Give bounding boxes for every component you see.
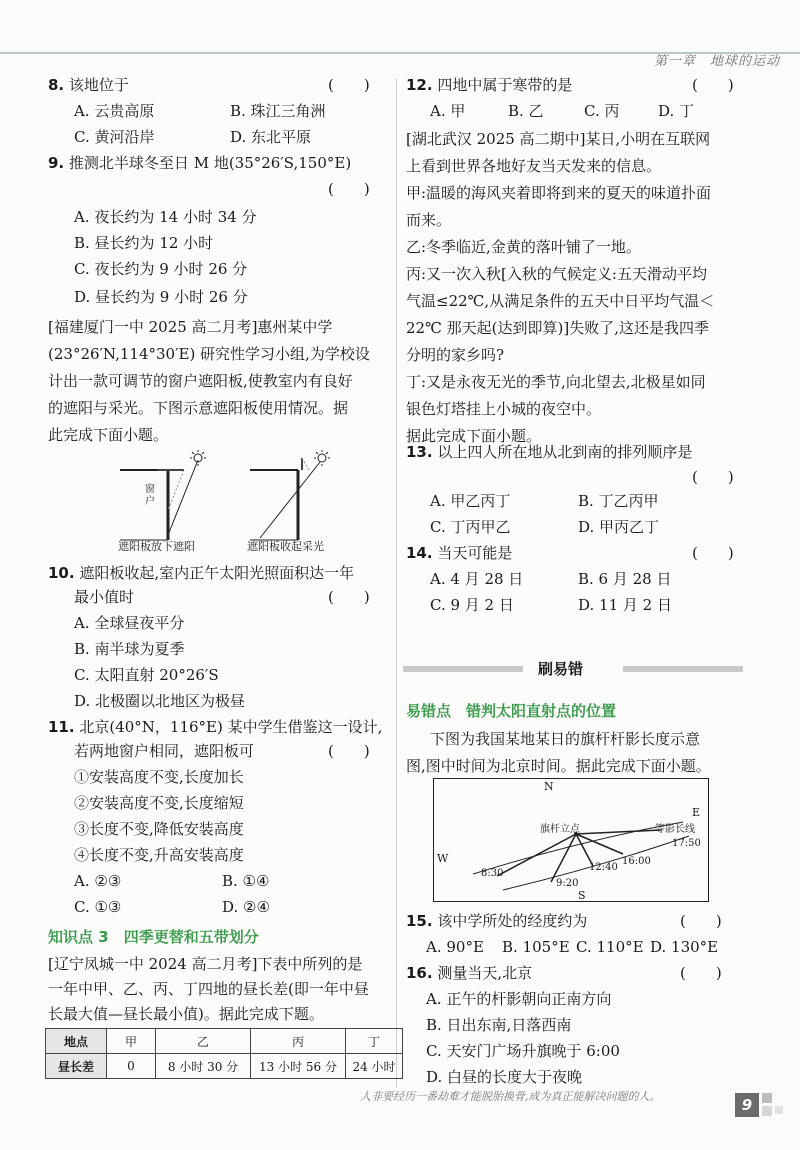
error-point-heading: 易错点 错判太阳直射点的位置 (406, 702, 617, 720)
q13-answer-blank: ( ) (692, 468, 734, 486)
q11-option-a: A. ②③ (74, 872, 122, 890)
q13-option-c: C. 丁丙甲乙 (430, 518, 511, 536)
time-label: 17:50 (672, 838, 701, 849)
q11-option-b: B. ①④ (222, 872, 270, 890)
q8-option-b: B. 珠江三角洲 (230, 102, 326, 120)
q9-answer-blank: ( ) (328, 180, 370, 198)
chapter-title: 第一章 地球的运动 (653, 54, 780, 69)
q12-option-c: C. 丙 (584, 102, 620, 120)
q11-stem: 11. 北京(40°N，116°E) 某中学生借鉴这一设计, (48, 718, 383, 736)
section-banner-title: 刷易错 (538, 660, 584, 678)
page-number: 9 (735, 1093, 759, 1117)
q14-answer-blank: ( ) (692, 544, 734, 562)
table-cell: 0 (107, 1054, 156, 1079)
q15-option-c: C. 110°E (576, 938, 644, 956)
table-row (46, 1054, 403, 1079)
q13-option-b: B. 丁乙丙甲 (578, 492, 659, 510)
direction-south: S (578, 889, 586, 902)
q12-option-d: D. 丁 (658, 102, 695, 120)
material3-line: 而来。 (406, 211, 452, 229)
q11-choice-4: ④长度不变,升高安装高度 (74, 846, 244, 864)
q14-option-a: A. 4 月 28 日 (430, 570, 524, 588)
q12-option-b: B. 乙 (508, 102, 544, 120)
material3-line: 银色灯塔挂上小城的夜空中。 (406, 400, 602, 418)
q11-stem-cont: 若两地窗户相同，遮阳板可 (74, 742, 255, 760)
table-header-cell: 昼长差 (46, 1054, 107, 1079)
q9-option-a: A. 夜长约为 14 小时 34 分 (74, 208, 257, 226)
q15-option-d: D. 130°E (650, 938, 719, 956)
decorative-square-icon (762, 1106, 772, 1116)
q8-option-a: A. 云贵高原 (74, 102, 155, 120)
q14-option-c: C. 9 月 2 日 (430, 596, 514, 614)
material2-line: [辽宁凤城一中 2024 高二月考]下表中所列的是 (48, 955, 363, 973)
q8-option-c: C. 黄河沿岸 (74, 128, 155, 146)
q15-answer-blank: ( ) (680, 912, 722, 930)
q12-answer-blank: ( ) (692, 76, 734, 94)
direction-west: W (437, 852, 449, 865)
table-cell: 8 小时 30 分 (156, 1054, 251, 1079)
q11-option-d: D. ②④ (222, 898, 270, 916)
q8-stem: 8. 该地位于 (48, 76, 129, 94)
material1-line: 的遮阳与采光。下图示意遮阳板使用情况。据 (48, 399, 349, 417)
material2-line: 一年中甲、乙、丙、丁四地的昼长差(即一年中昼 (48, 980, 369, 998)
material1-line: 此完成下面小题。 (48, 426, 169, 444)
q10-option-a: A. 全球昼夜平分 (74, 614, 185, 632)
q11-choice-2: ②安装高度不变,长度缩短 (74, 794, 244, 812)
direction-north: N (544, 780, 554, 793)
day-length-table (45, 1028, 403, 1079)
q8-answer-blank: ( ) (328, 76, 370, 94)
q10-option-c: C. 太阳直射 20°26′S (74, 666, 219, 684)
q10-answer-blank: ( ) (328, 588, 370, 606)
decorative-square-icon (762, 1093, 772, 1103)
q8-option-d: D. 东北平原 (230, 128, 312, 146)
q14-stem: 14. 当天可能是 (406, 544, 513, 562)
material2-line: 长最大值—昼长最小值)。据此完成下题。 (48, 1005, 324, 1023)
q16-option-c: C. 天安门广场升旗晚于 6:00 (426, 1042, 620, 1060)
q16-option-d: D. 白昼的长度大于夜晚 (426, 1068, 583, 1086)
material3-line: 甲:温暖的海风夹着即将到来的夏天的味道扑面 (406, 184, 712, 202)
q10-stem-cont: 最小值时 (74, 588, 135, 606)
material3-line: 丁:又是永夜无光的季节,向北望去,北极星如同 (406, 373, 706, 391)
q12-stem: 12. 四地中属于寒带的是 (406, 76, 573, 94)
column-divider (396, 78, 397, 1088)
q15-stem: 15. 该中学所处的经度约为 (406, 912, 588, 930)
table-cell: 甲 (107, 1029, 156, 1054)
q11-choice-3: ③长度不变,降低安装高度 (74, 820, 244, 838)
q11-option-c: C. ①③ (74, 898, 122, 916)
window-label: 窗户 (145, 484, 155, 507)
q12-option-a: A. 甲 (430, 102, 466, 120)
q15-option-a: A. 90°E (426, 938, 484, 956)
sunshade-lowered-diagram (120, 450, 206, 540)
table-row (46, 1029, 403, 1054)
material4-line: 图,图中时间为北京时间。据此完成下面小题。 (406, 757, 711, 775)
q13-option-a: A. 甲乙丙丁 (430, 492, 511, 510)
q16-option-a: A. 正午的杆影朝向正南方向 (426, 990, 612, 1008)
time-label: 12:40 (589, 862, 618, 873)
q14-option-b: B. 6 月 28 日 (578, 570, 672, 588)
material4-line: 下图为我国某地某日的旗杆杆影长度示意 (430, 730, 701, 748)
flagpole-label: 旗杆立点 (540, 824, 580, 835)
table-cell: 丁 (346, 1029, 403, 1054)
q9-stem: 9. 推测北半球冬至日 M 地(35°26′S,150°E) (48, 154, 352, 172)
q10-option-d: D. 北极圈以北地区为极昼 (74, 692, 246, 710)
material1-line: (23°26′N,114°30′E) 研究性学习小组,为学校设 (48, 345, 370, 363)
material3-line: 据此完成下面小题。 (406, 427, 542, 445)
direction-east: E (692, 806, 701, 819)
q11-answer-blank: ( ) (328, 742, 370, 760)
material3-line: 分明的家乡吗? (406, 346, 505, 364)
material1-line: [福建厦门一中 2025 高二月考]惠州某中学 (48, 318, 333, 336)
material3-line: [湖北武汉 2025 高二期中]某日,小明在互联网 (406, 130, 711, 148)
q10-stem: 10. 遮阳板收起,室内正午太阳光照面积达一年 (48, 564, 355, 582)
q15-option-b: B. 105°E (502, 938, 570, 956)
material3-line: 丙:又一次入秋[入秋的气候定义:五天滑动平均 (406, 265, 707, 283)
table-header-cell: 地点 (46, 1029, 107, 1054)
table-cell: 13 小时 56 分 (251, 1054, 346, 1079)
q13-stem: 13. 以上四人所在地从北到南的排列顺序是 (406, 443, 693, 461)
material1-line: 计出一款可调节的窗户遮阳板,使教室内有良好 (48, 372, 353, 390)
figure1-caption-right: 遮阳板收起采光 (247, 540, 324, 553)
section3-heading: 知识点 3 四季更替和五带划分 (48, 928, 259, 946)
table-cell: 24 小时 (346, 1054, 403, 1079)
sunshade-raised-diagram (250, 450, 330, 540)
table-cell: 丙 (251, 1029, 346, 1054)
q16-answer-blank: ( ) (680, 964, 722, 982)
isoline-label: 等影长线 (655, 824, 695, 835)
q10-option-b: B. 南半球为夏季 (74, 640, 185, 658)
material3-line: 乙:冬季临近,金黄的落叶铺了一地。 (406, 238, 641, 256)
material3-line: 气温≤22℃,从满足条件的五天中日平均气温＜ (406, 292, 715, 310)
q9-option-b: B. 昼长约为 12 小时 (74, 234, 214, 252)
time-label: 8:30 (481, 868, 504, 879)
material3-line: 上看到世界各地好友当天发来的信息。 (406, 157, 662, 175)
figure1-caption-left: 遮阳板放下遮阳 (118, 540, 195, 553)
q9-option-d: D. 昼长约为 9 小时 26 分 (74, 288, 248, 306)
decorative-square-icon (775, 1106, 783, 1114)
material3-line: 22℃ 那天起(达到即算)]失败了,这还是我四季 (406, 319, 709, 337)
q9-option-c: C. 夜长约为 9 小时 26 分 (74, 260, 248, 278)
table-cell: 乙 (156, 1029, 251, 1054)
q16-option-b: B. 日出东南,日落西南 (426, 1016, 572, 1034)
footer-motto: 人非要经历一番劫难才能脱胎换骨,成为真正能解决问题的人。 (360, 1090, 661, 1103)
q16-stem: 16. 测量当天,北京 (406, 964, 533, 982)
time-label: 16:00 (622, 856, 651, 867)
q11-choice-1: ①安装高度不变,长度加长 (74, 768, 244, 786)
q14-option-d: D. 11 月 2 日 (578, 596, 672, 614)
q13-option-d: D. 甲丙乙丁 (578, 518, 660, 536)
time-label: 9:20 (556, 878, 579, 889)
